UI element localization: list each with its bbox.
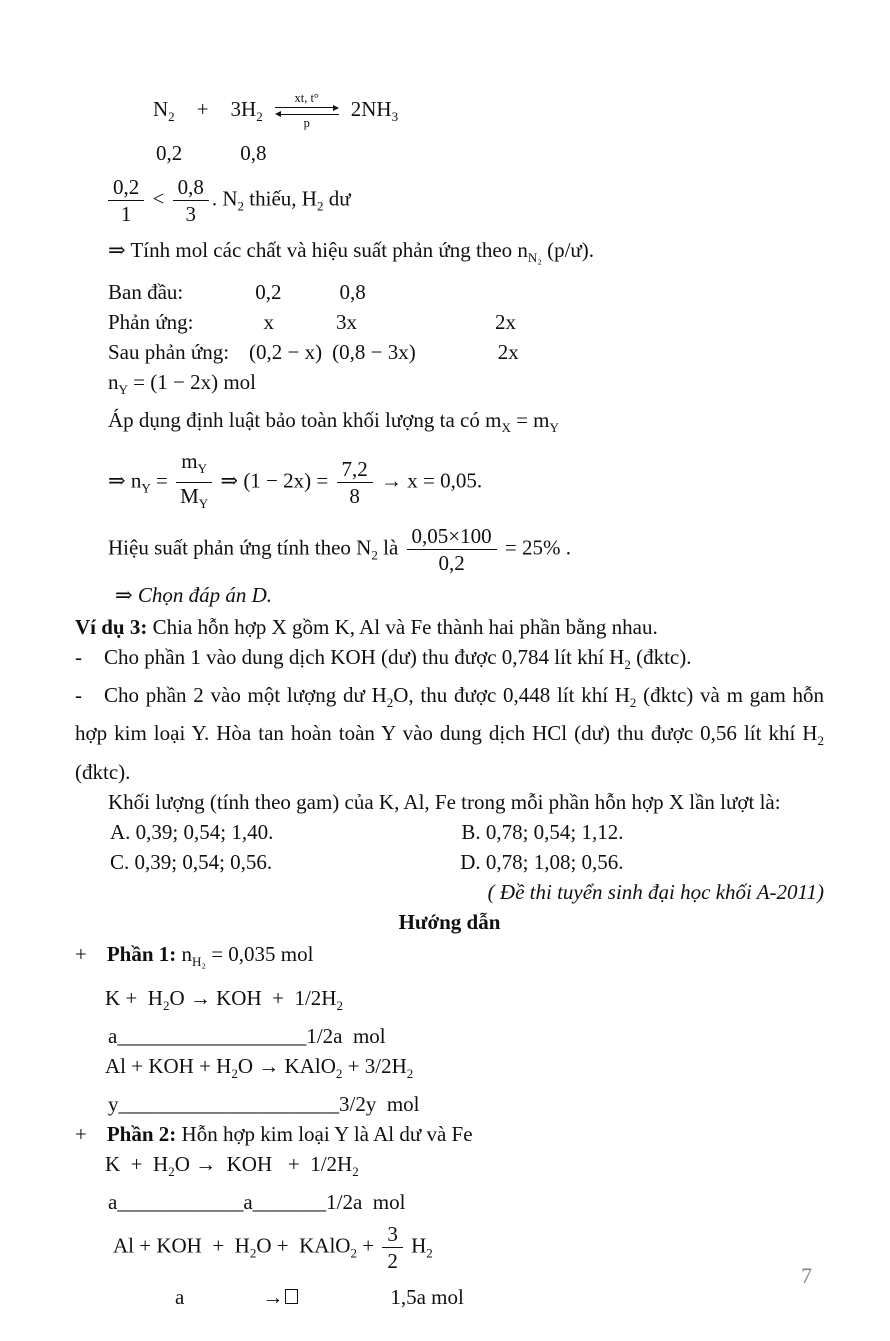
text-run: 0,05×100 bbox=[411, 523, 492, 548]
part2-statement bbox=[75, 680, 830, 786]
subscript: Y bbox=[198, 495, 209, 511]
options-row-cd bbox=[75, 847, 824, 877]
text-run: 0,2 bbox=[438, 550, 465, 575]
stoich-a-1 bbox=[75, 1021, 824, 1051]
fraction-numerator bbox=[176, 448, 212, 483]
text-run: Chia hỗn hợp X gồm K, Al và Fe thành hai phần bằng nhau. bbox=[147, 614, 658, 639]
fraction bbox=[173, 174, 209, 227]
text-run: M bbox=[180, 483, 199, 508]
text-run: = 0,035 mol bbox=[205, 941, 314, 966]
text-run: = bbox=[150, 468, 174, 493]
text-run: (p/ư). bbox=[541, 238, 595, 262]
text-run: Khối lượng (tính theo gam) của K, Al, Fe trong mỗi phần hỗn hợp X lần lượt là: bbox=[108, 789, 781, 814]
fraction-numerator bbox=[337, 456, 373, 483]
text-run: 2 bbox=[387, 1249, 398, 1274]
fraction-denominator bbox=[117, 201, 136, 227]
text-run: a____________a_______1/2a mol bbox=[108, 1190, 406, 1215]
text-run: C. 0,39; 0,54; 0,56. bbox=[110, 849, 273, 874]
text-run: 0,8 bbox=[339, 280, 366, 305]
subscript: H₂ bbox=[192, 953, 206, 969]
text-run: = 25% . bbox=[499, 535, 571, 560]
text-run: 0,2 bbox=[113, 175, 140, 199]
text-run: Áp dụng định luật bảo toàn khối lượng ta có m bbox=[108, 408, 502, 433]
subscript: 2 bbox=[352, 1164, 359, 1180]
question-line bbox=[75, 787, 824, 817]
text-run: y_____________________3/2y mol bbox=[108, 1092, 420, 1117]
subscript: 2 bbox=[817, 733, 824, 749]
text-run: ⇒ n bbox=[108, 468, 142, 493]
text-run: a__________________1/2a mol bbox=[108, 1023, 386, 1048]
placeholder-box-icon bbox=[285, 1289, 298, 1304]
spacer bbox=[274, 328, 336, 329]
fraction-denominator bbox=[181, 201, 200, 227]
text-run: + bbox=[196, 96, 209, 121]
text-run: 1 bbox=[120, 202, 132, 226]
subscript: 2 bbox=[624, 657, 631, 673]
text-run: ⇒ Tính mol các chất và hiệu suất phản ứng theo n bbox=[108, 238, 528, 262]
text-run: Al + KOH + H bbox=[105, 1053, 232, 1078]
text-run: O → KAlO bbox=[237, 1053, 336, 1078]
text-run: . N bbox=[211, 186, 238, 211]
spacer bbox=[82, 663, 104, 664]
spacer bbox=[182, 159, 240, 160]
text-run: n bbox=[108, 370, 119, 395]
text-run: = m bbox=[510, 408, 550, 433]
method-note bbox=[75, 235, 824, 273]
subscript: 2 bbox=[406, 1066, 414, 1082]
reaction-al-koh-1 bbox=[75, 1051, 824, 1089]
subscript: Y bbox=[118, 382, 128, 398]
text-run: 8 bbox=[349, 483, 360, 508]
text-run: 7,2 bbox=[341, 456, 368, 481]
text-run: 3 bbox=[185, 202, 196, 226]
text-run: (1 − 2x) = bbox=[243, 468, 334, 493]
spacer bbox=[87, 960, 107, 961]
subscript: 2 bbox=[371, 547, 378, 563]
spacer bbox=[298, 1303, 390, 1304]
text-run: ( Đề thi tuyển sinh đại học khối A-2011) bbox=[487, 879, 824, 904]
subscript: 2 bbox=[256, 109, 263, 124]
fraction bbox=[176, 448, 212, 517]
spacer bbox=[229, 358, 249, 359]
spacer bbox=[87, 1140, 107, 1141]
text-run: < bbox=[147, 186, 170, 211]
fraction bbox=[337, 456, 373, 509]
subscript: 2 bbox=[231, 1066, 238, 1082]
text-run: 0,2 bbox=[255, 280, 282, 305]
text-run: x bbox=[263, 310, 274, 335]
fraction bbox=[382, 1221, 403, 1274]
example-3-title bbox=[75, 612, 824, 642]
reaction-al-koh-2 bbox=[75, 1221, 824, 1274]
text-run: Phần 1: bbox=[106, 941, 182, 966]
fraction-numerator bbox=[108, 174, 144, 201]
reaction-k-h2o-1 bbox=[75, 983, 824, 1021]
spacer bbox=[175, 115, 197, 116]
spacer bbox=[357, 328, 495, 329]
efficiency-calc bbox=[75, 523, 824, 576]
text-run: = (1 − 2x) mol bbox=[127, 370, 256, 395]
text-run: O, thu được 0,448 lít khí H bbox=[393, 683, 630, 708]
fraction-denominator bbox=[383, 1248, 402, 1274]
text-run: Phần 2: bbox=[106, 1122, 182, 1147]
reaction-k-h2o-2 bbox=[75, 1149, 824, 1187]
text-run: K + H bbox=[105, 985, 163, 1010]
text-run: Cho phần 1 vào dung dịch KOH (dư) thu được 0,784 lít khí H bbox=[104, 644, 625, 669]
solution-heading bbox=[75, 907, 824, 937]
text-run: B. 0,78; 0,54; 1,12. bbox=[461, 819, 624, 844]
ny-equation bbox=[75, 367, 824, 405]
subscript: Y bbox=[141, 480, 151, 496]
catalyst-label: xt, t° bbox=[294, 91, 319, 105]
subscript: 2 bbox=[335, 1066, 343, 1082]
text-run: 0,8 bbox=[240, 141, 267, 165]
subscript: 2 bbox=[386, 695, 394, 711]
spacer bbox=[322, 358, 332, 359]
text-run: m bbox=[181, 448, 198, 473]
text-run: (0,8 − 3x) bbox=[332, 340, 416, 365]
text-run: O → KOH + 1/2H bbox=[174, 1152, 353, 1177]
text-run: + bbox=[75, 1122, 87, 1147]
answer-conclusion bbox=[75, 580, 824, 610]
subscript: 2 bbox=[162, 997, 170, 1013]
page-number: 7 bbox=[801, 1263, 812, 1288]
text-run: - bbox=[75, 644, 82, 669]
text-run: → bbox=[262, 1285, 284, 1310]
text-run: 2NH bbox=[350, 96, 392, 121]
text-run: + bbox=[75, 941, 87, 966]
subscript: 2 bbox=[336, 997, 343, 1013]
text-run: → x = 0,05. bbox=[375, 468, 483, 493]
text-run: 2x bbox=[497, 340, 519, 365]
spacer bbox=[263, 115, 267, 116]
text-run: - bbox=[75, 683, 82, 708]
text-run: 3H bbox=[230, 96, 257, 121]
table-row-after bbox=[75, 337, 824, 367]
text-run: 1,5a mol bbox=[390, 1285, 464, 1310]
text-run: 0,8 bbox=[177, 175, 204, 199]
text-run: Cho phần 2 vào một lượng dư H bbox=[104, 683, 387, 708]
fraction-numerator bbox=[173, 174, 209, 201]
document-body bbox=[75, 91, 830, 1312]
mass-conservation bbox=[75, 405, 824, 443]
table-row-reaction bbox=[75, 307, 824, 337]
subscript: N₂ bbox=[527, 250, 542, 266]
pressure-label: p bbox=[303, 116, 310, 130]
subscript: 2 bbox=[629, 695, 637, 711]
text-run: N bbox=[153, 96, 169, 121]
text-run: (đktc). bbox=[75, 721, 830, 784]
spacer bbox=[82, 701, 104, 702]
text-run: ⇒ bbox=[115, 582, 138, 607]
text-run: O → KOH + 1/2H bbox=[169, 985, 337, 1010]
double-arrow-icon bbox=[275, 105, 339, 117]
text-run: (đktc). bbox=[630, 644, 692, 669]
spacer bbox=[184, 1303, 262, 1304]
spacer bbox=[281, 298, 339, 299]
spacer bbox=[209, 115, 231, 116]
text-run: (0,2 − x) bbox=[249, 340, 323, 365]
fraction-denominator bbox=[176, 483, 212, 517]
mole-ratio-comparison bbox=[75, 174, 824, 227]
part1-heading bbox=[75, 939, 824, 977]
text-run: Hỗn hợp kim loại Y là Al dư và Fe bbox=[181, 1122, 473, 1147]
table-row-initial bbox=[75, 277, 824, 307]
subscript: 2 bbox=[426, 1245, 433, 1261]
text-run: A. 0,39; 0,54; 1,40. bbox=[110, 819, 274, 844]
options-row-ab bbox=[75, 817, 824, 847]
text-run: O + KAlO bbox=[256, 1233, 351, 1258]
text-run: a bbox=[175, 1285, 185, 1310]
fraction-denominator bbox=[345, 483, 364, 509]
text-run: ⇒ bbox=[215, 468, 244, 493]
text-run: Chọn đáp án D. bbox=[137, 582, 273, 607]
text-run: H bbox=[405, 1233, 427, 1258]
text-run: (đktc) và m gam hỗn hợp kim loại Y. Hòa tan hoàn toàn Y vào dung dịch HCl (dư) thu được 0,56 lít khí H bbox=[75, 683, 830, 746]
subscript: 3 bbox=[391, 109, 399, 124]
text-run: + 3/2H bbox=[342, 1053, 407, 1078]
text-run: 3x bbox=[335, 310, 357, 335]
text-run: n bbox=[181, 941, 193, 966]
equation-n2-h2-nh3 bbox=[75, 92, 824, 132]
text-run: là bbox=[377, 535, 404, 560]
text-run: D. 0,78; 1,08; 0,56. bbox=[460, 849, 624, 874]
subscript: 2 bbox=[168, 1164, 175, 1180]
subscript: 2 bbox=[350, 1245, 357, 1261]
text-run: 2x bbox=[494, 310, 516, 335]
exam-source bbox=[75, 877, 824, 907]
subscript: 2 bbox=[237, 198, 245, 214]
text-run: Sau phản ứng: bbox=[108, 340, 230, 365]
spacer bbox=[193, 328, 263, 329]
text-run: Hiệu suất phản ứng tính theo N bbox=[108, 535, 372, 560]
fraction bbox=[407, 523, 497, 576]
fraction bbox=[108, 174, 144, 227]
subscript: Y bbox=[549, 420, 559, 436]
spacer bbox=[416, 358, 498, 359]
solve-x-equation bbox=[75, 448, 824, 517]
text-run: dư bbox=[323, 186, 351, 211]
stoich-a-2 bbox=[75, 1187, 824, 1217]
text-run: K + H bbox=[105, 1152, 169, 1177]
text-run: thiếu, H bbox=[244, 186, 317, 211]
equilibrium-arrow-icon bbox=[275, 92, 339, 130]
stoich-y-1 bbox=[75, 1089, 824, 1119]
text-run: 0,2 bbox=[156, 141, 183, 165]
subscript: 2 bbox=[316, 198, 324, 214]
text-run: Ví dụ 3: bbox=[75, 614, 148, 639]
spacer bbox=[183, 298, 255, 299]
part2-heading bbox=[75, 1119, 824, 1149]
fraction-denominator bbox=[434, 550, 468, 576]
subscript: Y bbox=[197, 460, 208, 476]
text-run: Hướng dẫn bbox=[398, 909, 501, 934]
amounts-row bbox=[75, 138, 824, 168]
subscript: X bbox=[501, 420, 511, 436]
text-run: Phản ứng: bbox=[108, 310, 194, 335]
spacer bbox=[273, 838, 461, 839]
fraction-numerator bbox=[407, 523, 497, 550]
text-run: + bbox=[356, 1233, 380, 1258]
text-run: Ban đầu: bbox=[108, 280, 184, 305]
text-run: 3 bbox=[387, 1222, 398, 1247]
text-run: Al + KOH + H bbox=[113, 1233, 250, 1258]
subscript: 2 bbox=[249, 1245, 257, 1261]
stoich-final bbox=[75, 1282, 824, 1312]
subscript: 2 bbox=[168, 109, 175, 124]
spacer bbox=[272, 868, 460, 869]
part1-statement bbox=[75, 642, 824, 680]
fraction-numerator bbox=[382, 1221, 403, 1248]
